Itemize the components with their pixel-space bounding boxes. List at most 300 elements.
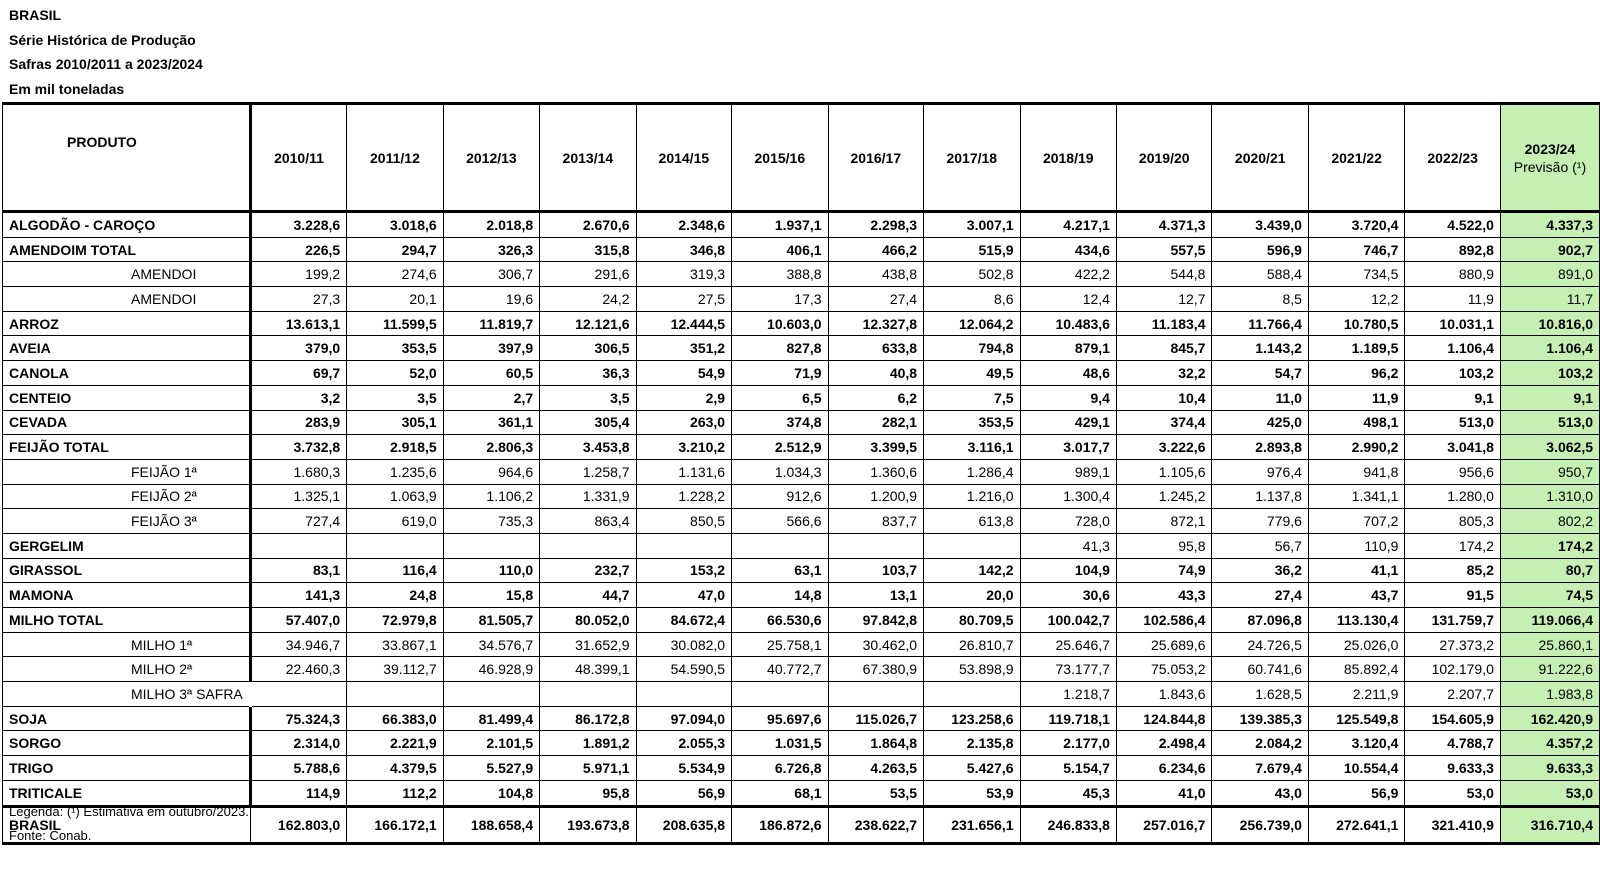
value-cell: 912,6 [732, 484, 828, 509]
value-cell [732, 682, 828, 707]
value-cell: 12,7 [1116, 287, 1212, 312]
value-cell: 8,6 [924, 287, 1020, 312]
value-cell: 11.183,4 [1116, 311, 1212, 336]
value-cell: 2,9 [636, 385, 732, 410]
value-cell [636, 682, 732, 707]
value-cell: 85,2 [1405, 558, 1501, 583]
value-cell: 30,6 [1020, 583, 1116, 608]
value-cell: 139.385,3 [1212, 706, 1308, 731]
value-cell: 346,8 [636, 237, 732, 262]
value-cell: 141,3 [250, 583, 346, 608]
product-label: ALGODÃO - CAROÇO [3, 212, 251, 238]
value-cell: 96,2 [1308, 361, 1404, 386]
value-cell: 989,1 [1020, 459, 1116, 484]
value-cell: 114,9 [250, 780, 346, 806]
value-cell: 27,4 [828, 287, 924, 312]
value-cell: 1.983,8 [1500, 682, 1599, 707]
value-cell: 12.327,8 [828, 311, 924, 336]
value-cell [732, 533, 828, 558]
value-cell: 115.026,7 [828, 706, 924, 731]
value-cell: 1.031,5 [732, 731, 828, 756]
value-cell: 153,2 [636, 558, 732, 583]
value-cell: 557,5 [1116, 237, 1212, 262]
value-cell: 976,4 [1212, 459, 1308, 484]
value-cell: 97.842,8 [828, 608, 924, 633]
value-cell: 964,6 [443, 459, 539, 484]
value-cell: 10.031,1 [1405, 311, 1501, 336]
value-cell: 72.979,8 [347, 608, 443, 633]
value-cell: 2.221,9 [347, 731, 443, 756]
value-cell: 613,8 [924, 509, 1020, 534]
value-cell: 119.718,1 [1020, 706, 1116, 731]
value-cell: 83,1 [250, 558, 346, 583]
value-cell: 9,4 [1020, 385, 1116, 410]
season-header: 2012/13 [443, 104, 539, 212]
season-header: 2010/11 [250, 104, 346, 212]
value-cell [347, 533, 443, 558]
value-cell: 1.106,4 [1405, 336, 1501, 361]
value-cell: 4.337,3 [1500, 212, 1599, 238]
value-cell: 25.646,7 [1020, 632, 1116, 657]
value-cell: 44,7 [540, 583, 636, 608]
value-cell: 25.758,1 [732, 632, 828, 657]
value-cell: 3.228,6 [250, 212, 346, 238]
value-cell: 124.844,8 [1116, 706, 1212, 731]
value-cell: 4.217,1 [1020, 212, 1116, 238]
value-cell: 434,6 [1020, 237, 1116, 262]
value-cell: 39.112,7 [347, 657, 443, 682]
value-cell: 47,0 [636, 583, 732, 608]
value-cell: 104,9 [1020, 558, 1116, 583]
value-cell: 1.843,6 [1116, 682, 1212, 707]
value-cell: 48,6 [1020, 361, 1116, 386]
value-cell: 1.235,6 [347, 459, 443, 484]
value-cell: 1.331,9 [540, 484, 636, 509]
value-cell: 4.379,5 [347, 756, 443, 781]
value-cell: 10.780,5 [1308, 311, 1404, 336]
value-cell: 12.121,6 [540, 311, 636, 336]
value-cell: 2,7 [443, 385, 539, 410]
value-cell: 75.324,3 [250, 706, 346, 731]
value-cell: 596,9 [1212, 237, 1308, 262]
table-row [3, 410, 1600, 435]
value-cell: 34.946,7 [250, 632, 346, 657]
value-cell: 226,5 [250, 237, 346, 262]
table-row [3, 583, 1600, 608]
value-cell: 315,8 [540, 237, 636, 262]
table-row [3, 435, 1600, 460]
value-cell: 3.041,8 [1405, 435, 1501, 460]
value-cell: 6.234,6 [1116, 756, 1212, 781]
table-row [3, 311, 1600, 336]
value-cell: 11.766,4 [1212, 311, 1308, 336]
value-cell: 3.720,4 [1308, 212, 1404, 238]
value-cell [828, 682, 924, 707]
value-cell: 3.120,4 [1308, 731, 1404, 756]
value-cell: 45,3 [1020, 780, 1116, 806]
value-cell: 25.689,6 [1116, 632, 1212, 657]
value-cell: 95,8 [540, 780, 636, 806]
value-cell: 1.937,1 [732, 212, 828, 238]
value-cell: 1.228,2 [636, 484, 732, 509]
value-cell: 41,1 [1308, 558, 1404, 583]
value-cell: 174,2 [1500, 533, 1599, 558]
value-cell: 2.207,7 [1405, 682, 1501, 707]
value-cell: 86.172,8 [540, 706, 636, 731]
value-cell [924, 682, 1020, 707]
value-cell: 305,4 [540, 410, 636, 435]
value-cell: 425,0 [1212, 410, 1308, 435]
value-cell: 1.864,8 [828, 731, 924, 756]
product-label: CEVADA [3, 410, 251, 435]
header-unit: Em mil toneladas [9, 80, 125, 97]
value-cell: 95.697,6 [732, 706, 828, 731]
value-cell: 5.534,9 [636, 756, 732, 781]
season-header: 2016/17 [828, 104, 924, 212]
value-cell: 12,4 [1020, 287, 1116, 312]
value-cell: 113.130,4 [1308, 608, 1404, 633]
value-cell: 60.741,6 [1212, 657, 1308, 682]
value-cell: 3.439,0 [1212, 212, 1308, 238]
season-header: 2011/12 [347, 104, 443, 212]
value-cell: 1.143,2 [1212, 336, 1308, 361]
value-cell: 3.062,5 [1500, 435, 1599, 460]
value-cell: 10.603,0 [732, 311, 828, 336]
total-value-cell: 231.656,1 [924, 806, 1020, 843]
value-cell: 87.096,8 [1212, 608, 1308, 633]
total-value-cell: 321.410,9 [1405, 806, 1501, 843]
value-cell: 81.505,7 [443, 608, 539, 633]
value-cell: 25.860,1 [1500, 632, 1599, 657]
value-cell: 1.258,7 [540, 459, 636, 484]
table-row [3, 484, 1600, 509]
value-cell: 802,2 [1500, 509, 1599, 534]
value-cell: 1.680,3 [250, 459, 346, 484]
value-cell: 1.310,0 [1500, 484, 1599, 509]
value-cell: 746,7 [1308, 237, 1404, 262]
value-cell [250, 682, 346, 707]
value-cell: 6,2 [828, 385, 924, 410]
value-cell: 1.189,5 [1308, 336, 1404, 361]
value-cell: 123.258,6 [924, 706, 1020, 731]
value-cell: 142,2 [924, 558, 1020, 583]
value-cell: 6,5 [732, 385, 828, 410]
value-cell: 3.018,6 [347, 212, 443, 238]
value-cell: 1.300,4 [1020, 484, 1116, 509]
value-cell: 805,3 [1405, 509, 1501, 534]
value-cell: 56,9 [1308, 780, 1404, 806]
product-label: MAMONA [3, 583, 251, 608]
total-value-cell: 162.803,0 [250, 806, 346, 843]
value-cell: 1.628,5 [1212, 682, 1308, 707]
value-cell: 84.672,4 [636, 608, 732, 633]
value-cell: 15,8 [443, 583, 539, 608]
production-table [2, 102, 1600, 845]
value-cell: 7.679,4 [1212, 756, 1308, 781]
value-cell: 956,6 [1405, 459, 1501, 484]
value-cell: 30.462,0 [828, 632, 924, 657]
value-cell: 2.084,2 [1212, 731, 1308, 756]
value-cell: 397,9 [443, 336, 539, 361]
value-cell: 110,0 [443, 558, 539, 583]
value-cell: 438,8 [828, 262, 924, 287]
value-cell: 46.928,9 [443, 657, 539, 682]
value-cell: 1.218,7 [1020, 682, 1116, 707]
value-cell [443, 682, 539, 707]
value-cell: 361,1 [443, 410, 539, 435]
value-cell: 73.177,7 [1020, 657, 1116, 682]
value-cell: 32,2 [1116, 361, 1212, 386]
value-cell: 10.816,0 [1500, 311, 1599, 336]
value-cell: 837,7 [828, 509, 924, 534]
table-row [3, 459, 1600, 484]
value-cell: 1.216,0 [924, 484, 1020, 509]
value-cell: 10,4 [1116, 385, 1212, 410]
value-cell: 103,7 [828, 558, 924, 583]
value-cell: 466,2 [828, 237, 924, 262]
value-cell: 53.898,9 [924, 657, 1020, 682]
value-cell: 2.348,6 [636, 212, 732, 238]
value-cell: 100.042,7 [1020, 608, 1116, 633]
value-cell: 1.106,4 [1500, 336, 1599, 361]
value-cell: 13,1 [828, 583, 924, 608]
value-cell: 91.222,6 [1500, 657, 1599, 682]
season-header: 2020/21 [1212, 104, 1308, 212]
product-label: MILHO 1ª [3, 632, 251, 657]
value-cell: 56,9 [636, 780, 732, 806]
value-cell: 845,7 [1116, 336, 1212, 361]
value-cell: 81.499,4 [443, 706, 539, 731]
value-cell: 4.522,0 [1405, 212, 1501, 238]
value-cell: 707,2 [1308, 509, 1404, 534]
value-cell: 11.819,7 [443, 311, 539, 336]
product-label: SORGO [3, 731, 251, 756]
value-cell: 125.549,8 [1308, 706, 1404, 731]
value-cell: 60,5 [443, 361, 539, 386]
value-cell: 2.135,8 [924, 731, 1020, 756]
value-cell: 3,2 [250, 385, 346, 410]
table-row [3, 287, 1600, 312]
value-cell: 80.052,0 [540, 608, 636, 633]
value-cell: 827,8 [732, 336, 828, 361]
production-table-wrapper [2, 102, 1600, 845]
value-cell: 85.892,4 [1308, 657, 1404, 682]
table-row [3, 262, 1600, 287]
value-cell: 305,1 [347, 410, 443, 435]
value-cell: 306,5 [540, 336, 636, 361]
value-cell: 513,0 [1405, 410, 1501, 435]
value-cell: 3.116,1 [924, 435, 1020, 460]
value-cell: 56,7 [1212, 533, 1308, 558]
total-value-cell: 272.641,1 [1308, 806, 1404, 843]
value-cell: 36,3 [540, 361, 636, 386]
value-cell: 97.094,0 [636, 706, 732, 731]
value-cell: 27,3 [250, 287, 346, 312]
value-cell: 22.460,3 [250, 657, 346, 682]
table-row [3, 361, 1600, 386]
value-cell: 53,0 [1500, 780, 1599, 806]
value-cell: 103,2 [1500, 361, 1599, 386]
value-cell: 24,8 [347, 583, 443, 608]
value-cell: 1.245,2 [1116, 484, 1212, 509]
value-cell: 69,7 [250, 361, 346, 386]
header-title: Série Histórica de Produção [9, 31, 196, 48]
value-cell [540, 682, 636, 707]
value-cell: 63,1 [732, 558, 828, 583]
season-header: 2015/16 [732, 104, 828, 212]
value-cell: 2.498,4 [1116, 731, 1212, 756]
value-cell: 53,9 [924, 780, 1020, 806]
value-cell: 9.633,3 [1405, 756, 1501, 781]
total-value-cell: 186.872,6 [732, 806, 828, 843]
forecast-header-season: 2023/24 [1524, 140, 1576, 157]
value-cell: 2.298,3 [828, 212, 924, 238]
value-cell: 34.576,7 [443, 632, 539, 657]
value-cell: 162.420,9 [1500, 706, 1599, 731]
total-value-cell: 166.172,1 [347, 806, 443, 843]
value-cell: 850,5 [636, 509, 732, 534]
product-label: MILHO 3ª SAFRA [3, 682, 251, 707]
value-cell: 95,8 [1116, 533, 1212, 558]
value-cell: 25.026,0 [1308, 632, 1404, 657]
value-cell: 80.709,5 [924, 608, 1020, 633]
value-cell: 619,0 [347, 509, 443, 534]
value-cell: 11.599,5 [347, 311, 443, 336]
season-header: 2019/20 [1116, 104, 1212, 212]
value-cell: 1.105,6 [1116, 459, 1212, 484]
value-cell: 12.444,5 [636, 311, 732, 336]
value-cell: 11,7 [1500, 287, 1599, 312]
season-header: 2014/15 [636, 104, 732, 212]
value-cell: 154.605,9 [1405, 706, 1501, 731]
forecast-header [1500, 104, 1599, 212]
value-cell: 91,5 [1405, 583, 1501, 608]
table-row [3, 533, 1600, 558]
value-cell: 13.613,1 [250, 311, 346, 336]
product-label: TRIGO [3, 756, 251, 781]
value-cell: 19,6 [443, 287, 539, 312]
value-cell: 80,7 [1500, 558, 1599, 583]
value-cell: 544,8 [1116, 262, 1212, 287]
value-cell: 282,1 [828, 410, 924, 435]
product-label: GERGELIM [3, 533, 251, 558]
value-cell: 27,4 [1212, 583, 1308, 608]
value-cell: 274,6 [347, 262, 443, 287]
value-cell: 3,5 [540, 385, 636, 410]
value-cell: 1.360,6 [828, 459, 924, 484]
value-cell: 12.064,2 [924, 311, 1020, 336]
value-cell: 1.286,4 [924, 459, 1020, 484]
value-cell: 374,4 [1116, 410, 1212, 435]
value-cell: 1.106,2 [443, 484, 539, 509]
value-cell: 48.399,1 [540, 657, 636, 682]
value-cell: 52,0 [347, 361, 443, 386]
product-label: AMENDOI [3, 262, 251, 287]
value-cell: 9.633,3 [1500, 756, 1599, 781]
product-label: FEIJÃO 3ª [3, 509, 251, 534]
value-cell: 24,2 [540, 287, 636, 312]
season-header: 2022/23 [1405, 104, 1501, 212]
value-cell [636, 533, 732, 558]
value-cell: 2.018,8 [443, 212, 539, 238]
value-cell: 30.082,0 [636, 632, 732, 657]
value-cell: 102.179,0 [1405, 657, 1501, 682]
value-cell: 26.810,7 [924, 632, 1020, 657]
season-header: 2013/14 [540, 104, 636, 212]
value-cell: 2.055,3 [636, 731, 732, 756]
value-cell: 53,0 [1405, 780, 1501, 806]
value-cell: 40.772,7 [732, 657, 828, 682]
value-cell: 10.483,6 [1020, 311, 1116, 336]
value-cell: 794,8 [924, 336, 1020, 361]
value-cell: 4.788,7 [1405, 731, 1501, 756]
value-cell: 879,1 [1020, 336, 1116, 361]
value-cell: 2.918,5 [347, 435, 443, 460]
table-row [3, 756, 1600, 781]
value-cell: 3.732,8 [250, 435, 346, 460]
value-cell: 863,4 [540, 509, 636, 534]
total-value-cell: 188.658,4 [443, 806, 539, 843]
value-cell: 2.806,3 [443, 435, 539, 460]
table-row [3, 608, 1600, 633]
value-cell: 33.867,1 [347, 632, 443, 657]
value-cell: 294,7 [347, 237, 443, 262]
total-value-cell: 208.635,8 [636, 806, 732, 843]
value-cell: 513,0 [1500, 410, 1599, 435]
value-cell: 306,7 [443, 262, 539, 287]
value-cell: 57.407,0 [250, 608, 346, 633]
value-cell: 4.263,5 [828, 756, 924, 781]
value-cell: 8,5 [1212, 287, 1308, 312]
value-cell: 27.373,2 [1405, 632, 1501, 657]
value-cell: 880,9 [1405, 262, 1501, 287]
product-label: FEIJÃO TOTAL [3, 435, 251, 460]
value-cell: 103,2 [1405, 361, 1501, 386]
value-cell [828, 533, 924, 558]
value-cell: 131.759,7 [1405, 608, 1501, 633]
value-cell: 353,5 [347, 336, 443, 361]
value-cell: 4.371,3 [1116, 212, 1212, 238]
product-label: AMENDOI [3, 287, 251, 312]
value-cell: 2.314,0 [250, 731, 346, 756]
value-cell: 7,5 [924, 385, 1020, 410]
table-row [3, 336, 1600, 361]
value-cell: 53,5 [828, 780, 924, 806]
value-cell: 406,1 [732, 237, 828, 262]
value-cell: 353,5 [924, 410, 1020, 435]
value-cell: 9,1 [1500, 385, 1599, 410]
value-cell: 263,0 [636, 410, 732, 435]
value-cell: 66.530,6 [732, 608, 828, 633]
forecast-header-label: Previsão (¹) [1513, 158, 1587, 175]
value-cell: 2.670,6 [540, 212, 636, 238]
value-cell: 11,0 [1212, 385, 1308, 410]
season-header: 2018/19 [1020, 104, 1116, 212]
value-cell: 950,7 [1500, 459, 1599, 484]
total-value-cell: 316.710,4 [1500, 806, 1599, 843]
value-cell: 6.726,8 [732, 756, 828, 781]
value-cell: 779,6 [1212, 509, 1308, 534]
value-cell: 633,8 [828, 336, 924, 361]
table-row [3, 731, 1600, 756]
value-cell: 283,9 [250, 410, 346, 435]
value-cell: 43,7 [1308, 583, 1404, 608]
product-column-header: PRODUTO [3, 104, 251, 212]
value-cell: 502,8 [924, 262, 1020, 287]
value-cell: 388,8 [732, 262, 828, 287]
season-header: 2017/18 [924, 104, 1020, 212]
value-cell: 68,1 [732, 780, 828, 806]
